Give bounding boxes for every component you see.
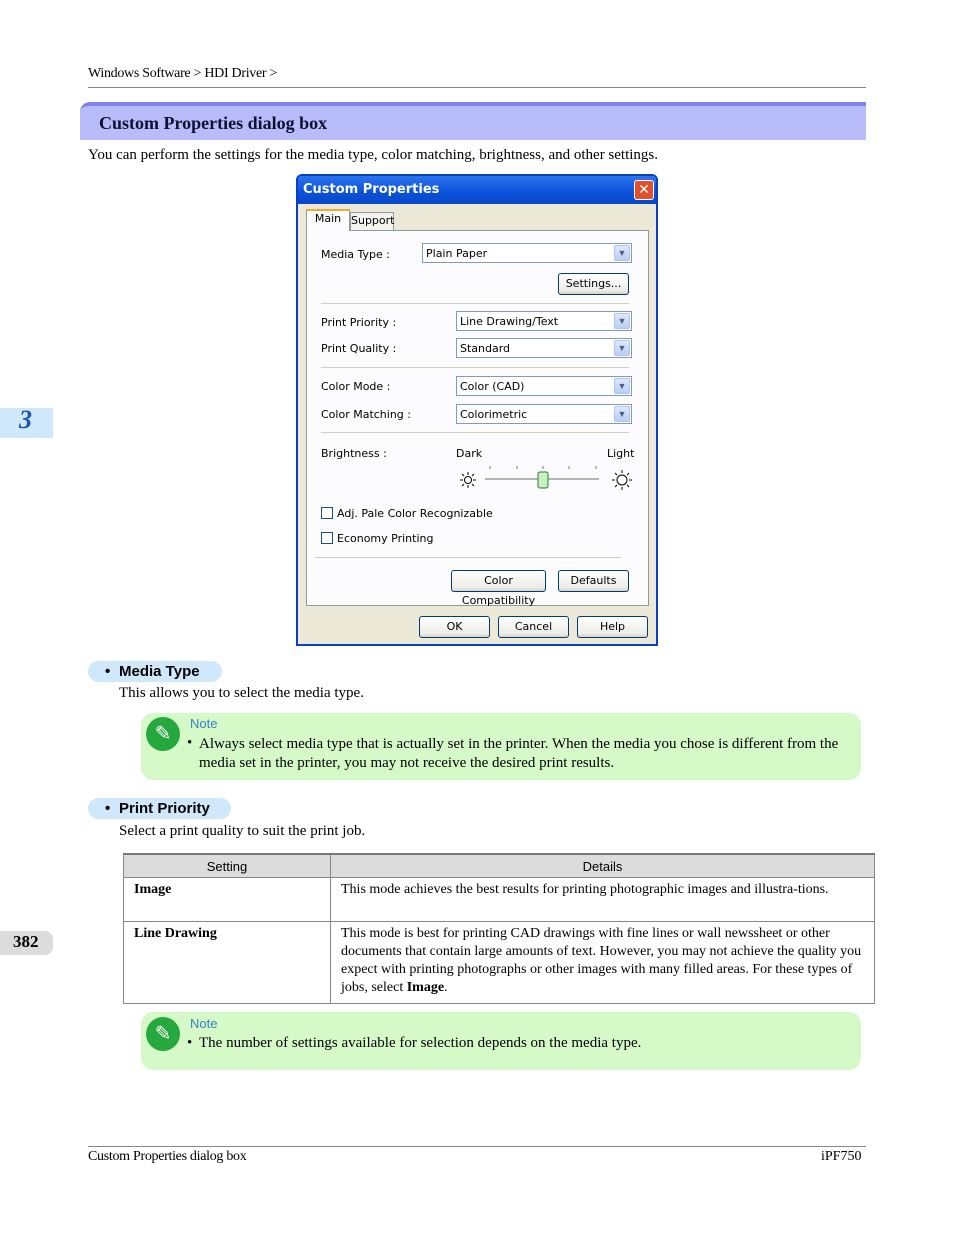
media-type-heading: Media Type <box>119 663 200 680</box>
table-header-row <box>124 854 875 878</box>
sun-bright-icon <box>612 470 632 490</box>
note-bullet: • <box>187 735 193 751</box>
brightness-slider[interactable] <box>457 463 637 495</box>
footer-model: iPF750 <box>821 1149 862 1164</box>
economy-checkbox[interactable] <box>321 532 333 544</box>
custom-properties-dialog <box>296 174 658 646</box>
breadcrumb: Windows Software > HDI Driver > <box>88 66 278 81</box>
table-row <box>124 922 875 1004</box>
color-matching-value: Colorimetric <box>460 408 528 421</box>
adj-pale-checkbox[interactable] <box>321 507 333 519</box>
chevron-down-icon: ▼ <box>614 406 630 422</box>
table-cell-setting: Image <box>124 878 331 922</box>
print-priority-table <box>123 853 875 1004</box>
dialog-title: Custom Properties <box>303 182 440 197</box>
sun-dim-icon <box>460 472 476 488</box>
footer-rule <box>88 1146 866 1147</box>
print-quality-label: Print Quality : <box>321 342 397 355</box>
media-type-description: This allows you to select the media type. <box>119 685 364 701</box>
color-matching-label: Color Matching : <box>321 408 411 421</box>
table-cell-details <box>331 922 875 1004</box>
chevron-down-icon: ▼ <box>614 378 630 394</box>
separator <box>321 432 629 433</box>
pencil-check-icon: ✎ <box>146 1017 180 1051</box>
note-label: Note <box>190 1016 218 1031</box>
note-label: Note <box>190 716 218 731</box>
color-mode-dropdown[interactable] <box>456 376 632 396</box>
print-priority-heading: Print Priority <box>119 800 210 817</box>
tab-support[interactable]: Support <box>350 212 394 230</box>
footer-title: Custom Properties dialog box <box>88 1149 247 1164</box>
defaults-button[interactable]: Defaults <box>558 570 629 592</box>
economy-label: Economy Printing <box>337 532 434 545</box>
color-matching-dropdown[interactable] <box>456 404 632 424</box>
color-mode-value: Color (CAD) <box>460 380 525 393</box>
print-priority-label: Print Priority : <box>321 316 397 329</box>
chevron-down-icon: ▼ <box>614 340 630 356</box>
details-end: . <box>444 980 448 995</box>
print-quality-dropdown[interactable] <box>456 338 632 358</box>
color-mode-label: Color Mode : <box>321 380 391 393</box>
separator <box>321 367 629 368</box>
ok-button[interactable]: OK <box>419 616 490 638</box>
help-button[interactable]: Help <box>577 616 648 638</box>
chevron-down-icon: ▼ <box>614 313 630 329</box>
header-rule <box>88 87 866 88</box>
print-priority-dropdown[interactable] <box>456 311 632 331</box>
media-type-label: Media Type : <box>321 248 391 261</box>
section-title: Custom Properties dialog box <box>99 113 328 133</box>
table-header-details: Details <box>331 854 875 878</box>
adj-pale-label: Adj. Pale Color Recognizable <box>337 507 493 520</box>
table-row <box>124 878 875 922</box>
close-icon[interactable]: ✕ <box>634 180 654 200</box>
details-text: This mode is best for printing CAD drawings with fine lines or wall newssheet or other documents that contain large amounts of text. However, you may not achieve the quality you expect with printing photographs or other images with many filled areas. For these types of jobs, select <box>341 926 862 995</box>
note-bullet: • <box>187 1035 193 1051</box>
brightness-label: Brightness : <box>321 447 387 460</box>
note-text: The number of settings available for selection depends on the media type. <box>199 1035 642 1051</box>
media-type-dropdown[interactable] <box>422 243 632 263</box>
print-priority-value: Line Drawing/Text <box>460 315 559 328</box>
media-type-bullet: • <box>105 663 111 680</box>
chevron-down-icon: ▼ <box>614 245 630 261</box>
brightness-dark-label: Dark <box>456 447 483 460</box>
note-text: Always select media type that is actually set in the printer. When the media you chose is different from the media set in the printer, you may not receive the desired print results. <box>199 736 839 771</box>
table-cell-setting: Line Drawing <box>124 922 331 1004</box>
print-priority-bullet: • <box>105 800 111 817</box>
details-bold: Image <box>406 980 445 995</box>
table-header-setting: Setting <box>124 854 331 878</box>
tab-main[interactable]: Main <box>306 209 350 231</box>
brightness-light-label: Light <box>607 447 635 460</box>
cancel-button[interactable]: Cancel <box>498 616 569 638</box>
print-priority-description: Select a print quality to suit the print job. <box>119 823 366 839</box>
page-number: 382 <box>13 932 39 951</box>
table-cell-details: This mode achieves the best results for printing photographic images and illustra-tions. <box>331 878 875 922</box>
color-compatibility-button[interactable]: Color Compatibility <box>451 570 546 592</box>
separator <box>315 557 621 558</box>
chapter-number: 3 <box>19 405 32 434</box>
main-tab-panel <box>306 230 649 606</box>
slider-thumb[interactable] <box>538 472 548 488</box>
intro-text: You can perform the settings for the media type, color matching, brightness, and other settings. <box>88 147 659 163</box>
separator <box>321 303 629 304</box>
print-quality-value: Standard <box>460 342 511 355</box>
dialog-titlebar <box>298 176 656 204</box>
media-type-value: Plain Paper <box>426 247 488 260</box>
pencil-check-icon: ✎ <box>146 717 180 751</box>
settings-button[interactable]: Settings... <box>558 273 629 295</box>
